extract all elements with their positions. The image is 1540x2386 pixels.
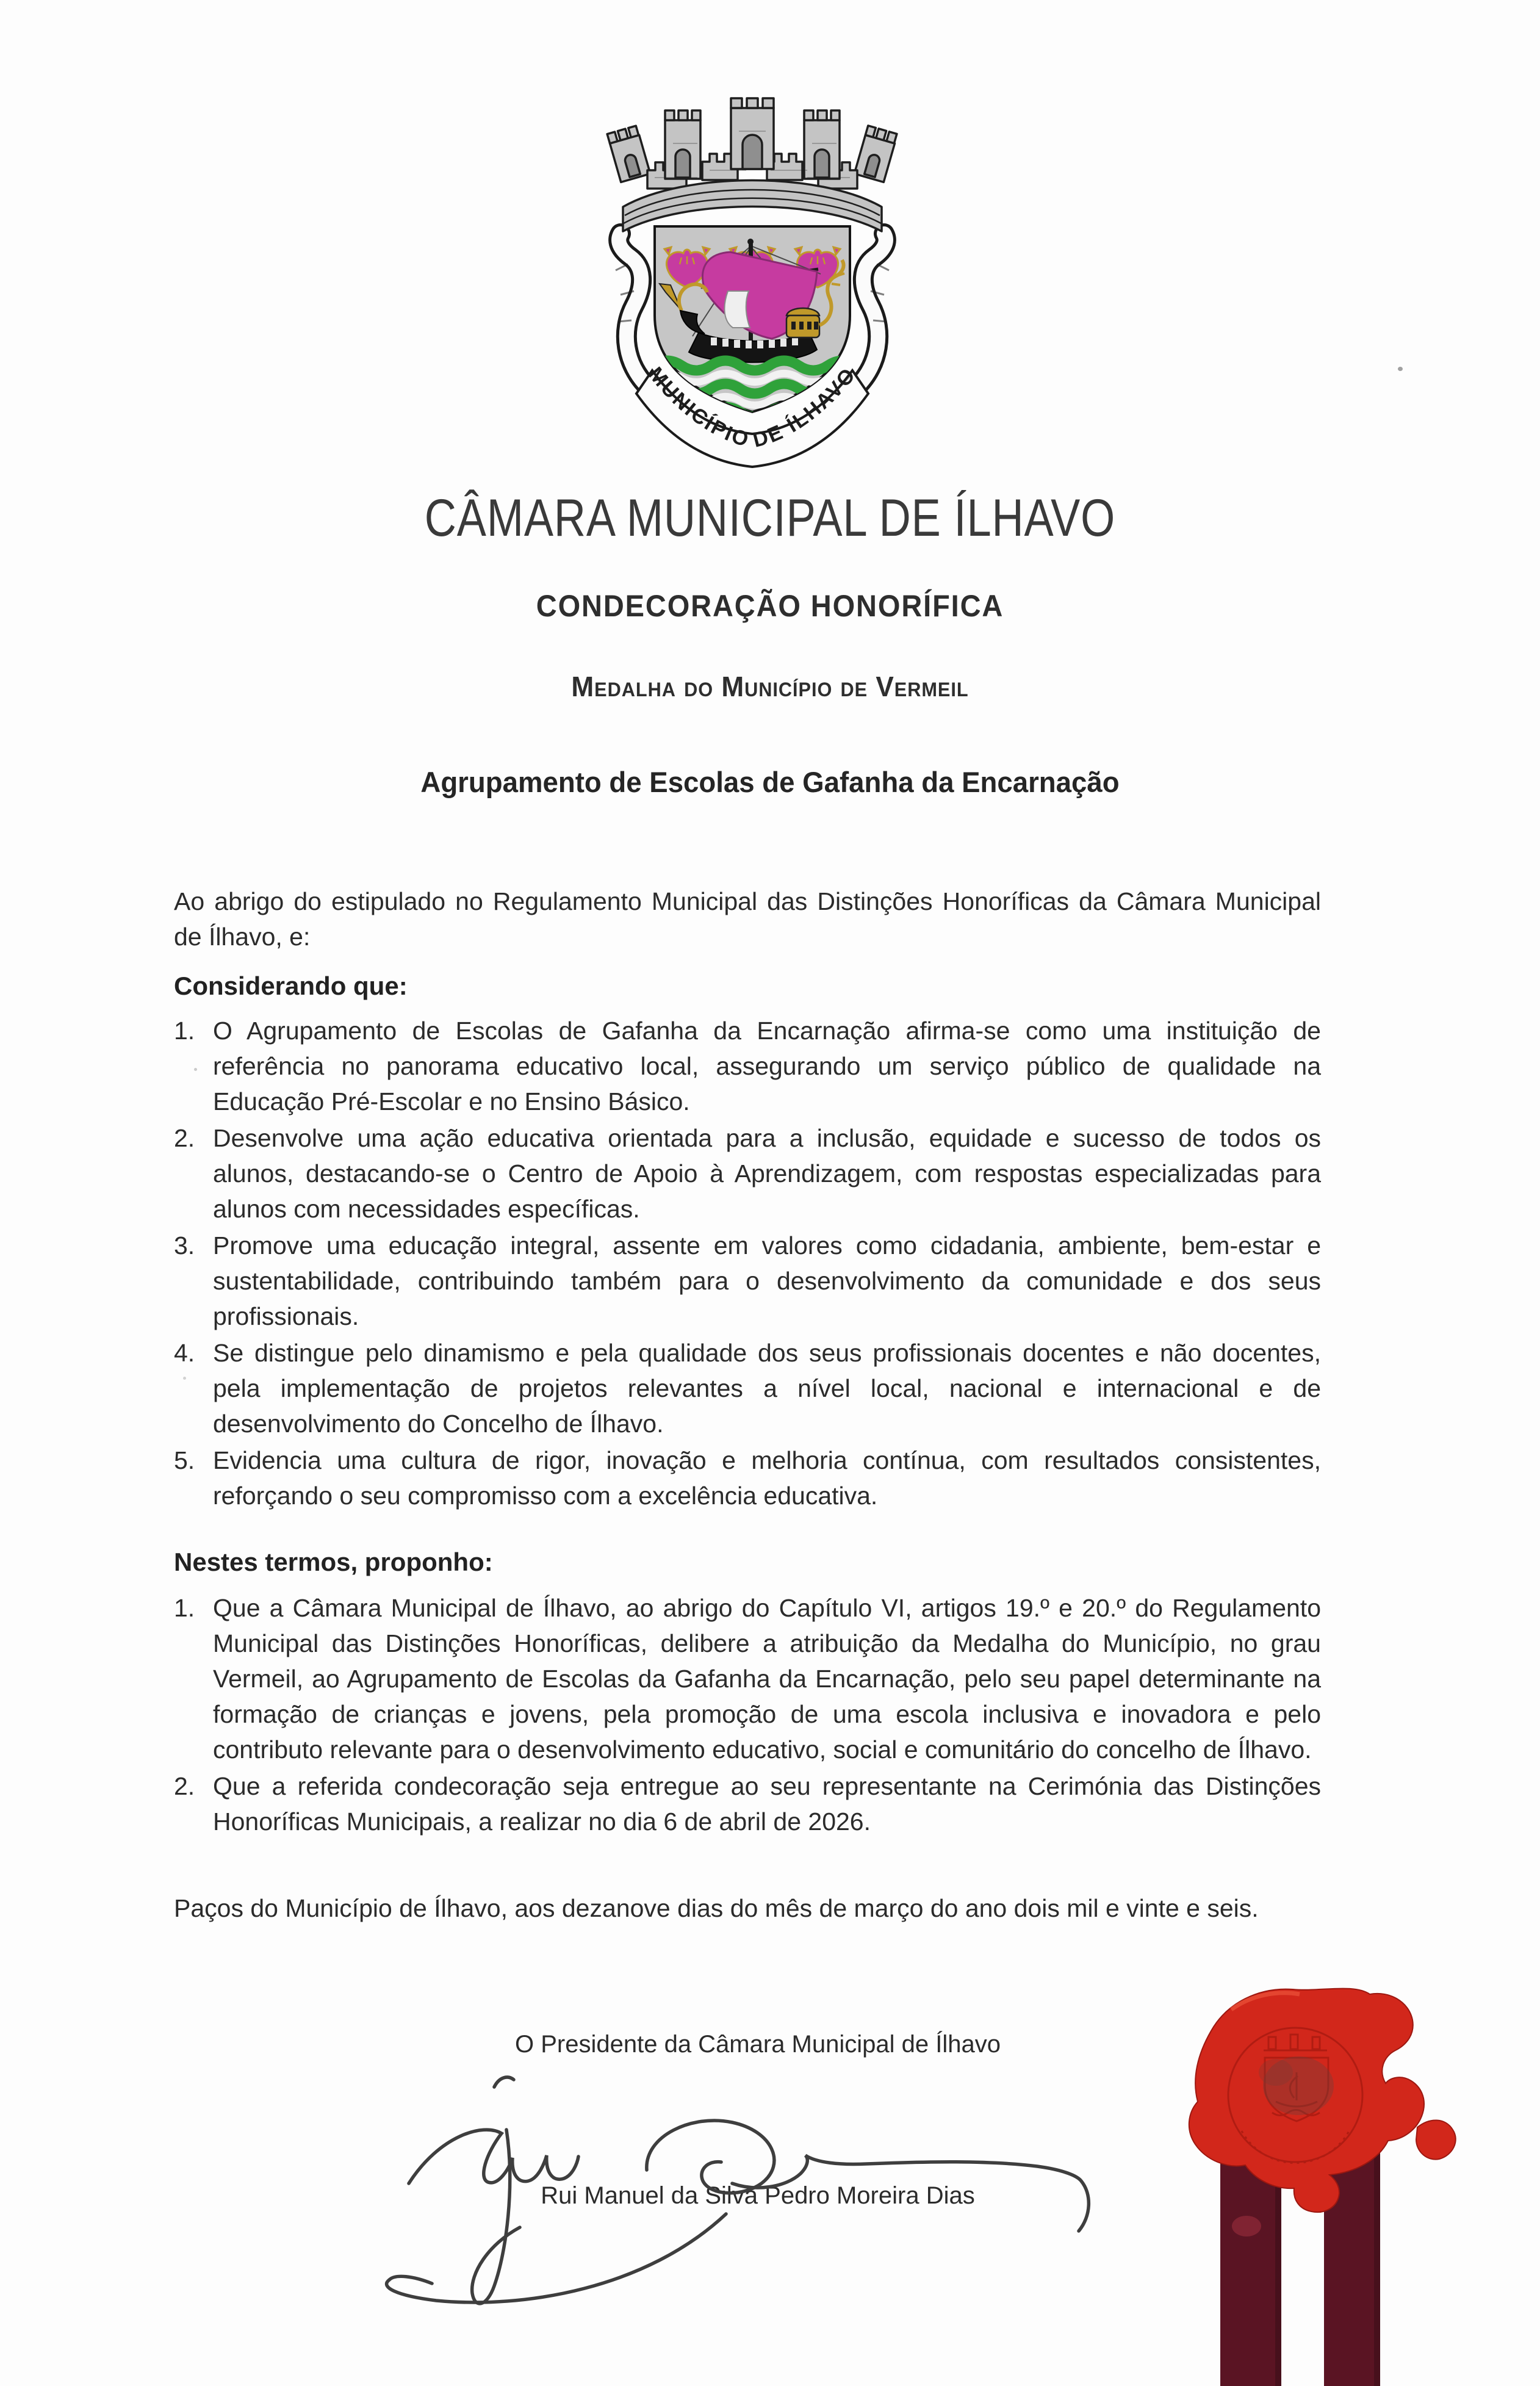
list-text: O Agrupamento de Escolas de Gafanha da Encarnação afirma-se como uma instituição de referência no panorama educativo local, assegurando um serviço público de qualidade na Educação Pré-Escolar e no Ensino Básico.: [213, 1017, 1321, 1116]
dateline: Paços do Município de Ílhavo, aos dezanove dias do mês de março do ano dois mil e vinte e seis.: [174, 1894, 1259, 1922]
list-text: Se distingue pelo dinamismo e pela qualidade dos seus profissionais docentes e não docentes, pela implementação de projetos relevantes a nível local, nacional e internacional e de desenvolvimento do Concelho de Ílhavo.: [213, 1339, 1321, 1438]
scan-speck: [183, 1377, 186, 1380]
signature-handwriting: [305, 2050, 1098, 2319]
list-item: [174, 1768, 1321, 1839]
scan-speck: [194, 1068, 197, 1071]
list-number: 4.: [174, 1339, 195, 1367]
list-item: [174, 1590, 1321, 1767]
list-item: [174, 1443, 1321, 1513]
signatory-role: O Presidente da Câmara Municipal de Ílhavo: [515, 2031, 1001, 2058]
list-number: 5.: [174, 1446, 195, 1474]
coat-of-arms: [545, 52, 960, 479]
list-number: 1.: [174, 1594, 195, 1622]
scan-speck: [1398, 367, 1403, 371]
list-text: Que a Câmara Municipal de Ílhavo, ao abrigo do Capítulo VI, artigos 19.º e 20.º do Regulamento Municipal das Distinções Honoríficas, delibere a atribuição da Medalha do Município, no grau Vermeil, ao Agrupamento de Escolas da Gafanha da Encarnação, pelo seu papel determinante na formação de crianças e jovens, pela promoção de uma escola inclusiva e inovadora e pelo contributo relevante para o desenvolvimento educativo, social e comunitário do concelho de Ílhavo.: [213, 1594, 1321, 1764]
list-item: [174, 1228, 1321, 1334]
list-item: [174, 1335, 1321, 1441]
crest-mural-crown: [607, 98, 898, 231]
crest-scroll-left: [616, 234, 647, 386]
subtitle-condecoracao: CONDECORAÇÃO HONORÍFICA: [536, 589, 1004, 623]
considering-list: [174, 1013, 1321, 1515]
considering-heading: Considerando que:: [174, 971, 408, 1000]
wax-seal: [1173, 1982, 1460, 2386]
list-text: Que a referida condecoração seja entregue ao seu representante na Cerimónia das Distinções Honoríficas Municipais, a realizar no dia 6 de abril de 2026.: [213, 1772, 1321, 1836]
list-text: Evidencia uma cultura de rigor, inovação e melhoria contínua, com resultados consistentes, reforçando o seu compromisso com a excelência educativa.: [213, 1446, 1321, 1510]
crest-scroll-right: [857, 234, 889, 386]
list-number: 2.: [174, 1124, 195, 1152]
crest-banner-text: MUNICÍPIO DE ÍLHAVO: [643, 362, 862, 453]
page-title: CÂMARA MUNICIPAL DE ÍLHAVO: [424, 489, 1116, 547]
list-number: 2.: [174, 1772, 195, 1800]
list-text: Promove uma educação integral, assente em valores como cidadania, ambiente, bem-estar e sustentabilidade, contribuindo também para o desenvolvimento da comunidade e dos seus profissionais.: [213, 1231, 1321, 1330]
proposal-heading: Nestes termos, proponho:: [174, 1548, 493, 1576]
medal-title: Medalha do Município de Vermeil: [571, 671, 969, 702]
intro-paragraph: Ao abrigo do estipulado no Regulamento Municipal das Distinções Honoríficas da Câmara Municipal de Ílhavo, e:: [174, 887, 1321, 951]
list-text: Desenvolve uma ação educativa orientada para a inclusão, equidade e sucesso de todos os alunos, destacando-se o Centro de Apoio à Aprendizagem, com respostas especializadas para alunos com necessidades específicas.: [213, 1124, 1321, 1223]
list-item: [174, 1013, 1321, 1119]
list-item: [174, 1120, 1321, 1227]
proposal-list: [174, 1590, 1321, 1840]
recipient-name: Agrupamento de Escolas de Gafanha da Encarnação: [420, 766, 1120, 798]
list-number: 1.: [174, 1017, 195, 1045]
signatory-name: Rui Manuel da Silva Pedro Moreira Dias: [541, 2182, 975, 2209]
list-number: 3.: [174, 1231, 195, 1260]
